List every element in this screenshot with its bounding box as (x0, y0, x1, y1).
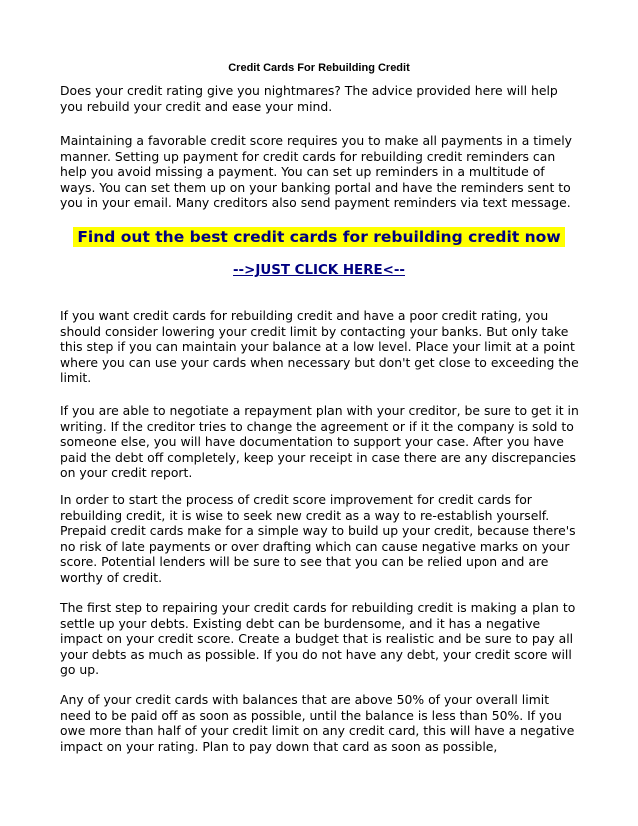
paragraph-repayment-plan: If you are able to negotiate a repayment plan with your creditor, be sure to get it in writing. If the creditor tries to change the agreement or if it the company is sold to someone else, you will have documentation to support your case. After you have paid the debt off completely, keep your receipt in case there are any discrepancies on your credit report. (60, 403, 579, 481)
paragraph-payment-reminders: Maintaining a favorable credit score requires you to make all payments in a timely manner. Setting up payment for credit cards for rebuilding credit reminders can help you avoid missing a payment. You can set up reminders in a multitude of ways. You can set them up on your banking portal and have the reminders sent to you in your email. Many creditors also send payment reminders via text message. (60, 133, 573, 211)
click-link-container (0, 261, 638, 279)
paragraph-new-credit: In order to start the process of credit score improvement for credit cards for rebuilding credit, it is wise to seek new credit as a way to re-establish yourself. Prepaid credit cards make for a simple way to build up your credit, because there's no risk of late payments or over drafting which can cause negative marks on your score. Potential lenders will be sure to see that you can be relied upon and are worthy of credit. (60, 492, 576, 585)
click-here-link[interactable]: -->JUST CLICK HERE<-- (233, 263, 405, 278)
paragraph-settle-debts: The first step to repairing your credit cards for rebuilding credit is making a plan to settle up your debts. Existing debt can be burdensome, and it has a negative impact on your credit score. Create a budget that is realistic and be sure to pay all your debts as much as possible. If you do not have any debt, your credit score will go up. (60, 600, 576, 678)
paragraph-lower-limit: If you want credit cards for rebuilding credit and have a poor credit rating, you should consider lowering your credit limit by contacting your banks. But only take this step if you can maintain your balance at a low level. Place your limit at a point where you can use your cards when necessary but don't get close to exceeding the limit. (60, 308, 579, 386)
cta-banner (0, 227, 638, 247)
document-title: Credit Cards For Rebuilding Credit (228, 62, 410, 74)
paragraph-intro: Does your credit rating give you nightmares? The advice provided here will help you rebuild your credit and ease your mind. (60, 83, 558, 114)
paragraph-balances: Any of your credit cards with balances that are above 50% of your overall limit need to be paid off as soon as possible, until the balance is less than 50%. If you owe more than half of your credit limit on any credit card, this will have a negative impact on your rating. Plan to pay down that card as soon as possible, (60, 692, 575, 754)
cta-text: Find out the best credit cards for rebuilding credit now (73, 227, 564, 247)
